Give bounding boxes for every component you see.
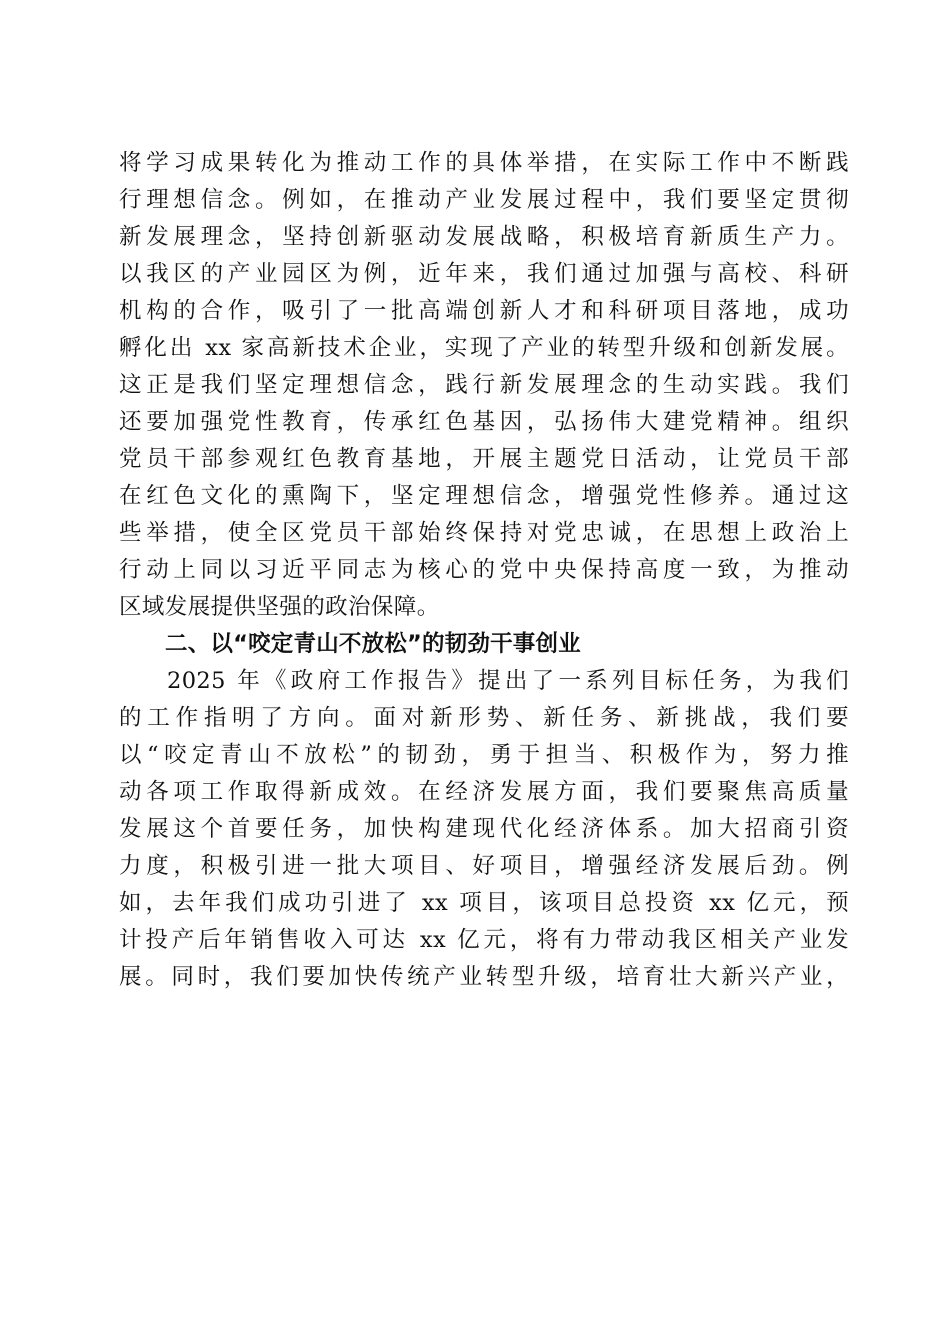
text-line: 在红色文化的熏陶下，坚定理想信念，增强党性修养。通过这 [119, 483, 849, 509]
text-line: 党员干部参观红色教育基地，开展主题党日活动，让党员干部 [119, 446, 849, 472]
text-line: 力度，积极引进一批大项目、好项目，增强经济发展后劲。例 [119, 853, 849, 879]
text-line: 发展这个首要任务，加快构建现代化经济体系。加大招商引资 [119, 816, 849, 842]
section-heading: 二、以“咬定青山不放松”的韧劲干事创业 [165, 631, 581, 657]
text-line: 行动上同以习近平同志为核心的党中央保持高度一致，为推动 [119, 557, 849, 583]
text-line: 展。同时，我们要加快传统产业转型升级，培育壮大新兴产业， [119, 964, 849, 990]
text-line: 将学习成果转化为推动工作的具体举措，在实际工作中不断践 [119, 150, 849, 176]
text-line: 区域发展提供坚强的政治保障。 [119, 594, 440, 620]
text-line: 孵化出 xx 家高新技术企业，实现了产业的转型升级和创新发展。 [119, 335, 849, 361]
text-line: 这正是我们坚定理想信念，践行新发展理念的生动实践。我们 [119, 372, 849, 398]
text-line: 机构的合作，吸引了一批高端创新人才和科研项目落地，成功 [119, 298, 849, 324]
text-line: 新发展理念，坚持创新驱动发展战略，积极培育新质生产力。 [119, 224, 849, 250]
document-body [119, 145, 849, 996]
text-line: 还要加强党性教育，传承红色基因，弘扬伟大建党精神。组织 [119, 409, 849, 435]
text-line: 以我区的产业园区为例，近年来，我们通过加强与高校、科研 [119, 261, 849, 287]
text-line: 如，去年我们成功引进了 xx 项目，该项目总投资 xx 亿元，预 [119, 890, 849, 916]
paragraph-1 [119, 145, 849, 626]
text-line: 动各项工作取得新成效。在经济发展方面，我们要聚焦高质量 [119, 779, 849, 805]
text-line: 计投产后年销售收入可达 xx 亿元，将有力带动我区相关产业发 [119, 927, 849, 953]
text-line: 以“咬定青山不放松”的韧劲，勇于担当、积极作为，努力推 [119, 742, 849, 768]
text-line: 行理想信念。例如，在推动产业发展过程中，我们要坚定贯彻 [119, 187, 849, 213]
paragraph-2 [119, 663, 849, 996]
text-line: 2025 年《政府工作报告》提出了一系列目标任务，为我们 [167, 668, 849, 694]
text-line: 些举措，使全区党员干部始终保持对党忠诚，在思想上政治上 [119, 520, 849, 546]
text-line: 的工作指明了方向。面对新形势、新任务、新挑战，我们要 [119, 705, 849, 731]
